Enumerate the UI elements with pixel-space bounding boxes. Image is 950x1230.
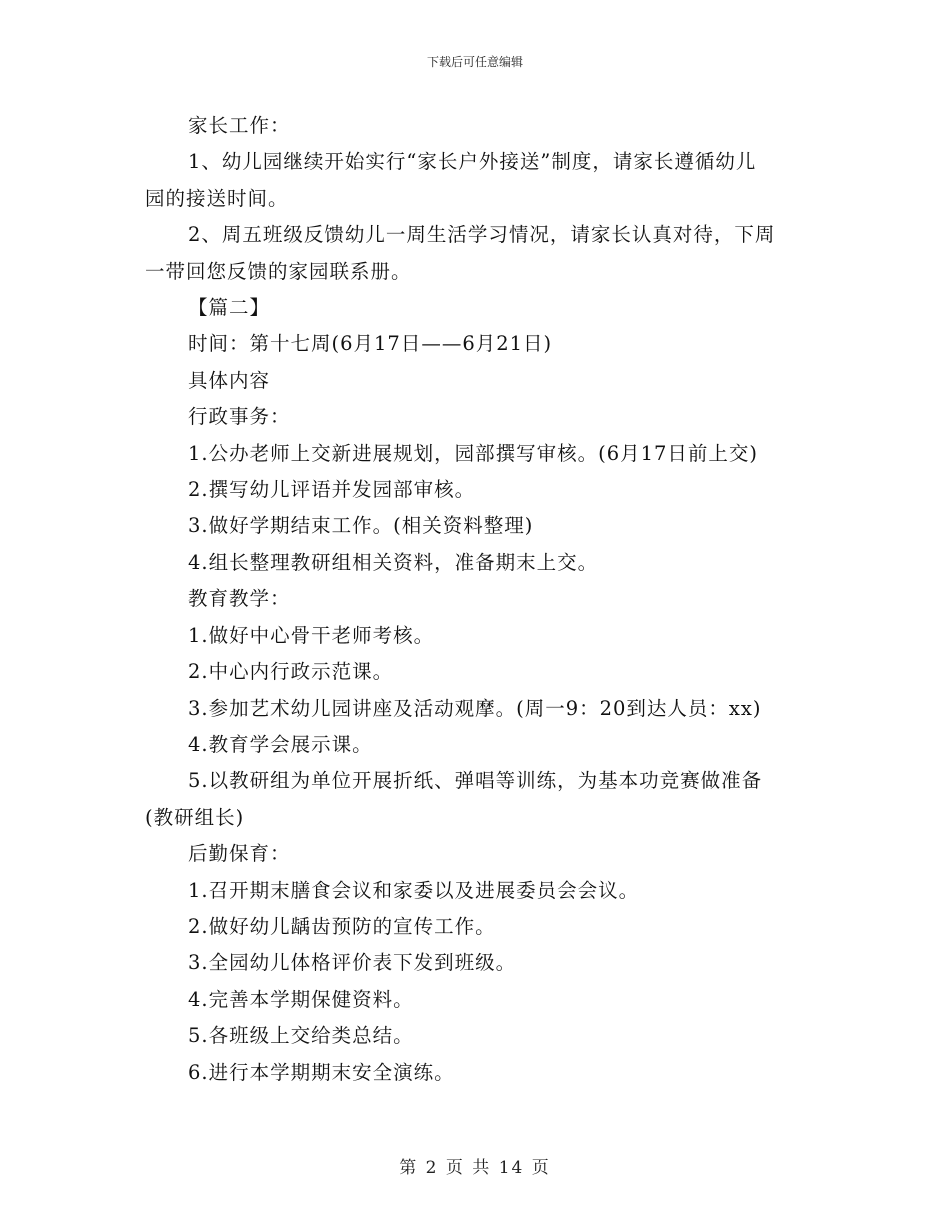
- text-line: (教研组长): [145, 805, 245, 829]
- text-line: 一带回您反馈的家园联系册。: [145, 259, 412, 283]
- list-item: 2.中心内行政示范课。: [188, 660, 394, 684]
- list-item: 1.做好中心骨干老师考核。: [188, 623, 435, 647]
- list-item: 1.召开期末膳食会议和家委以及进展委员会会议。: [188, 878, 640, 902]
- list-item: 4.完善本学期保健资料。: [188, 987, 414, 1011]
- page-number-footer: 第 2 页 共 14 页: [399, 1158, 551, 1178]
- text-line: 家长工作：: [188, 114, 291, 137]
- document-body: [145, 108, 810, 1091]
- list-item: 6.进行本学期期末安全演练。: [188, 1060, 455, 1084]
- text-line: 2、周五班级反馈幼儿一周生活学习情况，请家长认真对待，下周: [188, 223, 776, 247]
- list-item: 4.教育学会展示课。: [188, 732, 373, 756]
- text-line: 园的接送时间。: [145, 186, 289, 210]
- text-line: 时间：第十七周(6月17日——6月21日): [188, 332, 553, 356]
- list-item: 3.全园幼儿体格评价表下发到班级。: [188, 951, 517, 975]
- list-item: 2.撰写幼儿评语并发园部审核。: [188, 478, 476, 502]
- list-item: 4.组长整理教研组相关资料，准备期末上交。: [188, 550, 599, 574]
- subsection-heading: 后勤保育：: [188, 842, 291, 866]
- list-item: 1.公办老师上交新进展规划，园部撰写审核。(6月17日前上交): [188, 441, 759, 465]
- text-line: 具体内容: [188, 368, 271, 392]
- list-item: 5.各班级上交给类总结。: [188, 1024, 414, 1048]
- section-heading: 【篇二】: [188, 296, 271, 320]
- text-line: 1、幼儿园继续开始实行“家长户外接送”制度，请家长遵循幼儿: [188, 150, 757, 174]
- page-header-note: 下载后可任意编辑: [426, 55, 523, 69]
- list-item: 3.参加艺术幼儿园讲座及活动观摩。(周一9：20到达人员：xx): [188, 696, 762, 720]
- list-item: 5.以教研组为单位开展折纸、弹唱等训练，为基本功竞赛做准备: [188, 769, 763, 793]
- subsection-heading: 教育教学：: [188, 587, 291, 611]
- list-item: 2.做好幼儿龋齿预防的宣传工作。: [188, 914, 496, 938]
- list-item: 3.做好学期结束工作。(相关资料整理): [188, 514, 534, 538]
- subsection-heading: 行政事务：: [188, 405, 291, 429]
